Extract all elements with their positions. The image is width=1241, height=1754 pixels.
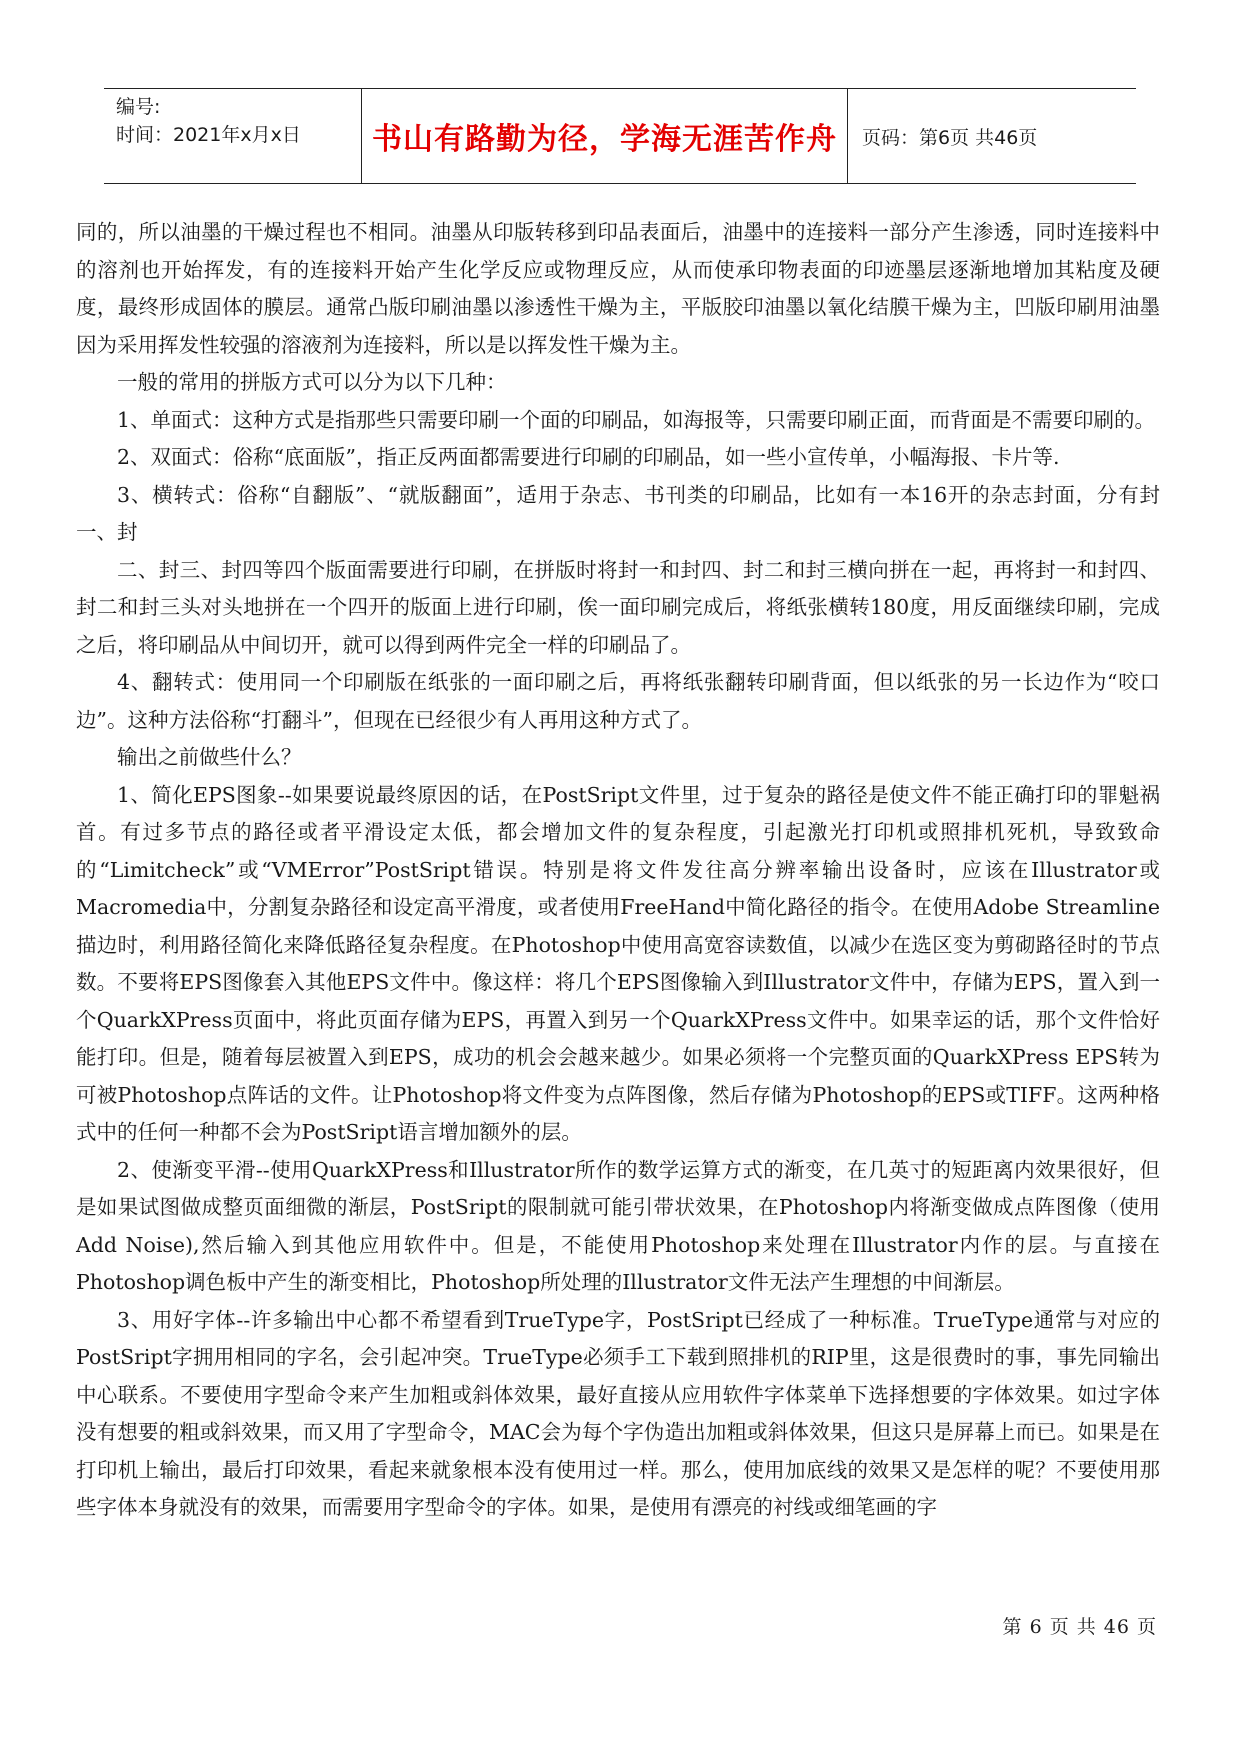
- header-motto: 书山有路勤为径，学海无涯苦作舟: [362, 89, 848, 183]
- paragraph: 1、简化EPS图象--如果要说最终原因的话，在PostSript文件里，过于复杂的路径是使文件不能正确打印的罪魁祸首。有过多节点的路径或者平滑设定太低，都会增加文件的复杂程度，引起激光打印机或照排机死机，导致致命的“Limitcheck”或“VMError”PostSript错误。特别是将文件发往高分辨率输出设备时，应该在Illustrator或Macromedia中，分割复杂路径和设定高平滑度，或者使用FreeHand中简化路径的指令。在使用Adobe Streamline描边时，利用路径简化来降低路径复杂程度。在Photoshop中使用高宽容读数值，以减少在选区变为剪砌路径时的节点数。不要将EPS图像套入其他EPS文件中。像这样：将几个EPS图像输入到Illustrator文件中，存储为EPS，置入到一个QuarkXPress页面中，将此页面存储为EPS，再置入到另一个QuarkXPress文件中。如果幸运的话，那个文件恰好能打印。但是，随着每层被置入到EPS，成功的机会会越来越少。如果必须将一个完整页面的QuarkXPress EPS转为可被Photoshop点阵话的文件。让Photoshop将文件变为点阵图像，然后存储为Photoshop的EPS或TIFF。这两种格式中的任何一种都不会为PostSript语言增加额外的层。: [76, 782, 1160, 1144]
- paragraph: 输出之前做些什么？: [117, 745, 302, 769]
- header-meta: [104, 89, 362, 183]
- paragraph: 1、单面式：这种方式是指那些只需要印刷一个面的印刷品，如海报等，只需要印刷正面，而背面是不需要印刷的。: [117, 407, 1156, 432]
- paragraph: 3、横转式：俗称“自翻版”、“就版翻面”，适用于杂志、书刊类的印刷品，比如有一本16开的杂志封面，分有封一、封: [76, 482, 1160, 544]
- document-body: [76, 214, 1160, 1527]
- document-number-label: 编号:: [116, 96, 161, 118]
- document-time-label: 时间：2021年x月x日: [116, 124, 301, 146]
- header-page-code: 页码：第6页 共46页: [862, 126, 1038, 149]
- paragraph: 二、封三、封四等四个版面需要进行印刷，在拼版时将封一和封四、封二和封三横向拼在一起，再将封一和封四、封二和封三头对头地拼在一个四开的版面上进行印刷，俟一面印刷完成后，将纸张横转180度，用反面继续印刷，完成之后，将印刷品从中间切开，就可以得到两件完全一样的印刷品了。: [76, 557, 1160, 657]
- paragraph: 同的，所以油墨的干燥过程也不相同。油墨从印版转移到印品表面后，油墨中的连接料一部分产生渗透，同时连接料中的溶剂也开始挥发，有的连接料开始产生化学反应或物理反应，从而使承印物表面的印迹墨层逐渐地增加其粘度及硬度，最终形成固体的膜层。通常凸版印刷油墨以渗透性干燥为主，平版胶印油墨以氧化结膜干燥为主，凹版印刷用油墨因为采用挥发性较强的溶液剂为连接料，所以是以挥发性干燥为主。: [76, 220, 1160, 357]
- paragraph: 一般的常用的拼版方式可以分为以下几种：: [117, 370, 507, 394]
- document-header: [104, 88, 1136, 184]
- page-footer: 第 6 页 共 46 页: [1002, 1616, 1157, 1638]
- paragraph: 2、使渐变平滑--使用QuarkXPress和Illustrator所作的数学运算方式的渐变，在几英寸的短距离内效果很好，但是如果试图做成整页面细微的渐层，PostSript的限制就可能引带状效果，在Photoshop内将渐变做成点阵图像（使用Add Noise),然后输入到其他应用软件中。但是，不能使用Photoshop来处理在Illustrator内作的层。与直接在Photoshop调色板中产生的渐变相比，Photoshop所处理的Illustrator文件无法产生理想的中间渐层。: [76, 1157, 1160, 1294]
- paragraph: 3、用好字体--许多输出中心都不希望看到TrueType字，PostSript已经成了一种标准。TrueType通常与对应的PostSript字拥用相同的字名，会引起冲突。TrueType必须手工下载到照排机的RIP里，这是很费时的事，事先同输出中心联系。不要使用字型命令来产生加粗或斜体效果，最好直接从应用软件字体菜单下选择想要的字体效果。如过字体没有想要的粗或斜效果，而又用了字型命令，MAC会为每个字伪造出加粗或斜体效果，但这只是屏幕上而已。如果是在打印机上输出，最后打印效果，看起来就象根本没有使用过一样。那么，使用加底线的效果又是怎样的呢？不要使用那些字体本身就没有的效果，而需要用字型命令的字体。如果，是使用有漂亮的衬线或细笔画的字: [76, 1307, 1160, 1519]
- paragraph: 2、双面式：俗称“底面版”，指正反两面都需要进行印刷的印刷品，如一些小宣传单，小幅海报、卡片等.: [117, 445, 1060, 469]
- paragraph: 4、翻转式：使用同一个印刷版在纸张的一面印刷之后，再将纸张翻转印刷背面，但以纸张的另一长边作为“咬口边”。这种方法俗称“打翻斗”，但现在已经很少有人再用这种方式了。: [76, 670, 1160, 732]
